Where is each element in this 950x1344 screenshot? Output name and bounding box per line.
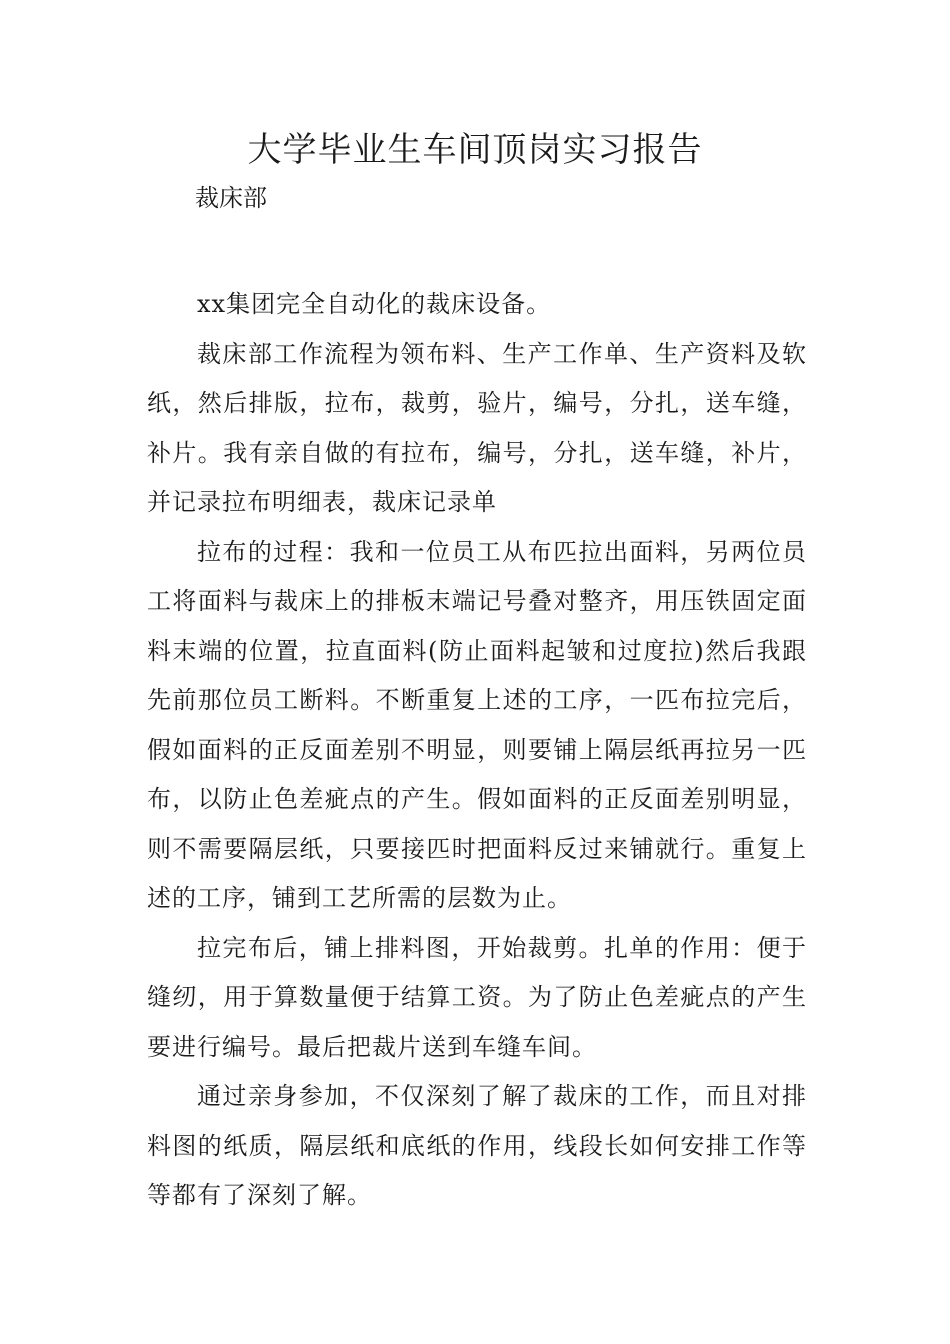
document-title: 大学毕业生车间顶岗实习报告 bbox=[247, 130, 703, 170]
paragraph-spreading-process: 拉布的过程：我和一位员工从布匹拉出面料，另两位员工将面料与裁床上的排板末端记号叠对整齐，用压铁固定面料末端的位置，拉直面料(防止面料起皱和过度拉)然后我跟先前那位员工断料。不断重复上述的工序，一匹布拉完后，假如面料的正反面差别不明显，则要铺上隔层纸再拉另一匹布，以防止色差疵点的产生。假如面料的正反面差别明显，则不需要隔层纸，只要接匹时把面料反过来铺就行。重复上述的工序，铺到工艺所需的层数为止。 bbox=[147, 537, 807, 912]
paragraph-intro: xx集团完全自动化的裁床设备。 bbox=[197, 290, 552, 318]
paragraph-conclusion: 通过亲身参加，不仅深刻了解了裁床的工作，而且对排料图的纸质，隔层纸和底纸的作用，线段长如何安排工作等等都有了深刻了解。 bbox=[147, 1082, 807, 1209]
paragraph-workflow: 裁床部工作流程为领布料、生产工作单、生产资料及软纸，然后排版，拉布，裁剪，验片，编号，分扎，送车缝，补片。我有亲自做的有拉布，编号，分扎，送车缝，补片，并记录拉布明细表，裁床记录单 bbox=[147, 339, 807, 516]
paragraph-cutting: 拉完布后，铺上排料图，开始裁剪。扎单的作用：便于缝纫，用于算数量便于结算工资。为了防止色差疵点的产生要进行编号。最后把裁片送到车缝车间。 bbox=[147, 933, 807, 1061]
document-body bbox=[147, 280, 807, 1221]
department-label: 裁床部 bbox=[195, 184, 267, 212]
